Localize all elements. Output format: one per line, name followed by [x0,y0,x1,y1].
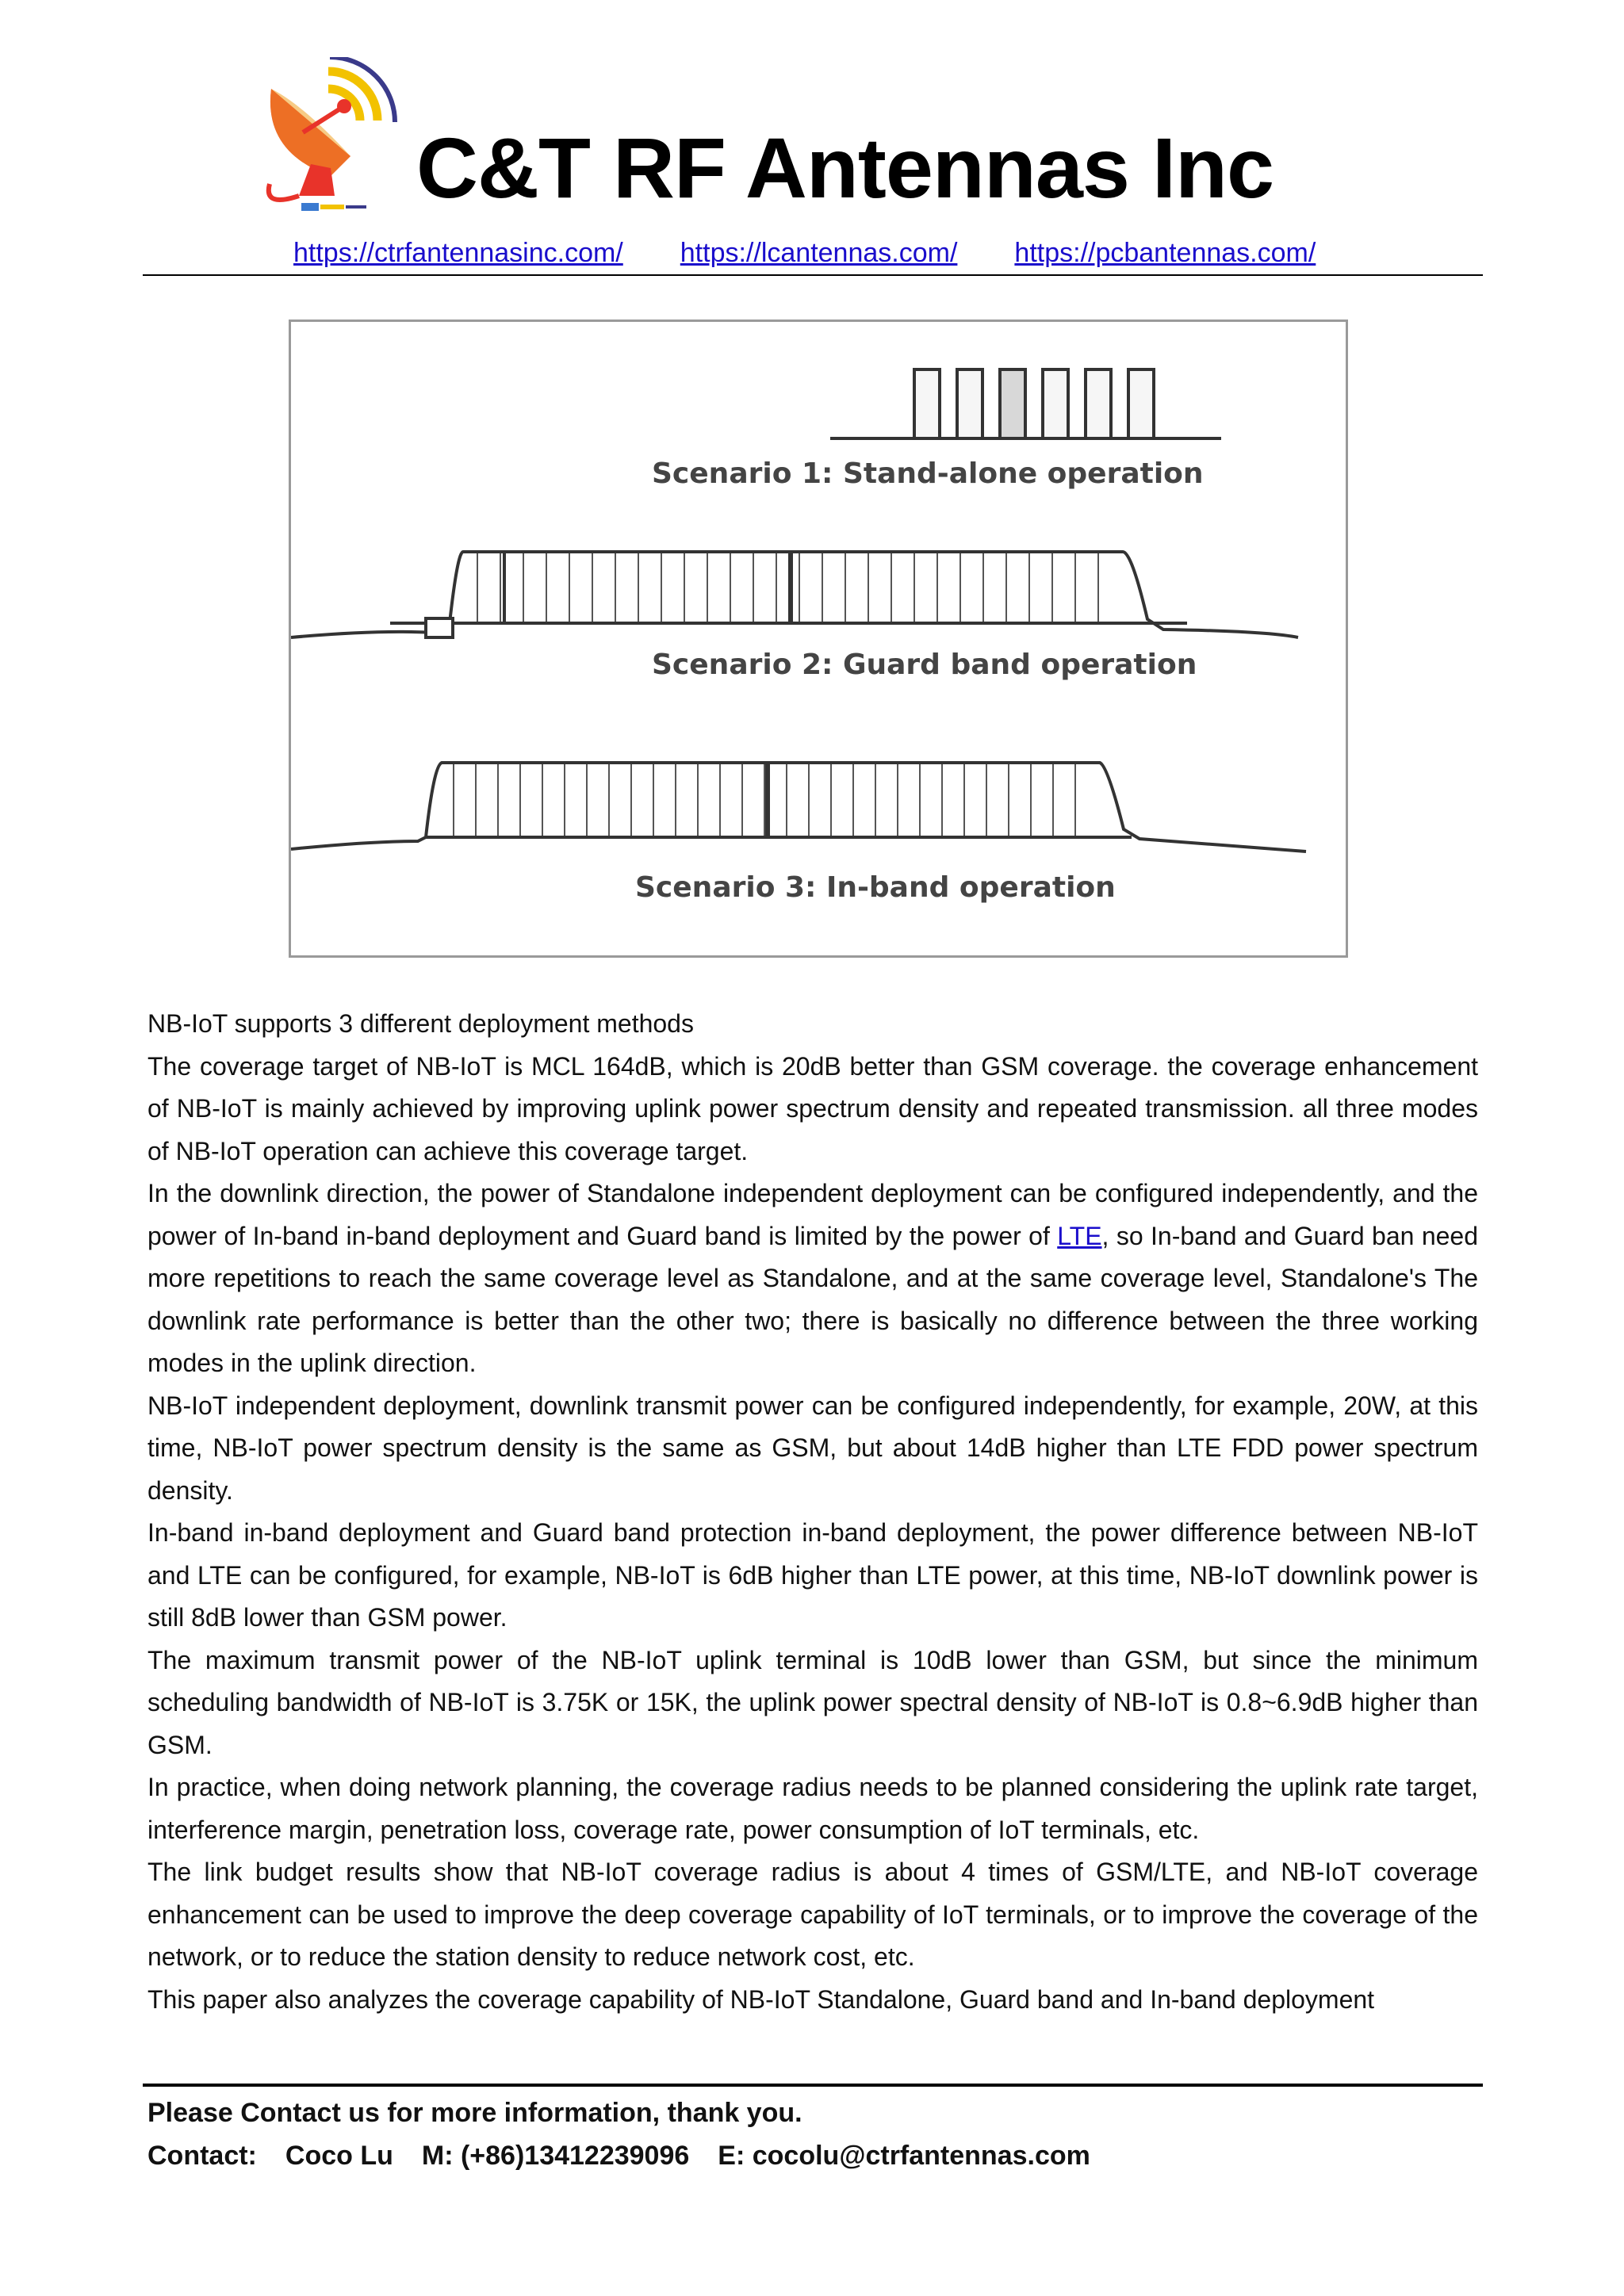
link-ctrfantennasinc[interactable]: https://ctrfantennasinc.com/ [293,238,623,268]
paragraph: In-band in-band deployment and Guard band protection in-band deployment, the power difference between NB-IoT and LTE can be configured, for example, NB-IoT is 6dB higher than LTE power, at this time, NB-IoT downlink power is still 8dB lower than GSM power. [147,1518,1478,1632]
link-lcantennas[interactable]: https://lcantennas.com/ [680,238,958,268]
paragraph: This paper also analyzes the coverage capability of NB-IoT Standalone, Guard band and In-band deployment [147,1984,1375,2014]
scenario2-label: Scenario 2: Guard band operation [652,649,1197,681]
contact-label: Contact: [147,2141,257,2171]
paragraph: The link budget results show that NB-IoT coverage radius is about 4 times of GSM/LTE, and NB-IoT coverage enhancement can be used to improve the deep coverage capability of IoT terminals, or to improve the coverage of the network, or to reduce the station density to reduce network cost, etc. [147,1858,1478,1971]
paragraph: NB-IoT independent deployment, downlink transmit power can be configured independently, for example, 20W, at this time, NB-IoT power spectrum density is the same as GSM, but about 14dB higher than LTE FDD power spectrum density. [147,1391,1478,1505]
paragraph: NB-IoT supports 3 different deployment methods [147,1009,694,1038]
scenario3-spectrum [291,763,1306,851]
scenario1-spectrum [830,369,1221,438]
deployment-scenarios-figure [289,320,1348,958]
company-name: C&T RF Antennas Inc [416,120,1274,216]
footer-message: Please Contact us for more information, thank you. [147,2098,802,2128]
paragraph: In the downlink direction, the power of Standalone independent deployment can be configured independently, and the power of In-band in-band deployment and Guard band is limited by the power of LTE, so In-band and Guard ban need more repetitions to reach the same coverage level as Standalone, and at the same coverage level, Standalone's The downlink rate performance is better than the other two; there is basically no difference between the three working modes in the uplink direction. [147,1179,1479,1377]
link-pcbantennas[interactable]: https://pcbantennas.com/ [1014,238,1316,268]
paragraph: In practice, when doing network planning, the coverage radius needs to be planned considering the uplink rate target, interference margin, penetration loss, coverage rate, power consumption of IoT terminals, etc. [147,1773,1478,1844]
article-body [147,1003,1478,2021]
contact-name: Coco Lu [285,2141,393,2171]
scenario3-label: Scenario 3: In-band operation [635,871,1116,904]
footer-contact [147,2091,1090,2177]
satellite-dish-logo-icon [255,57,406,216]
footer-divider [143,2084,1483,2087]
paragraph: The maximum transmit power of the NB-IoT uplink terminal is 10dB lower than GSM, but since the minimum scheduling bandwidth of NB-IoT is 3.75K or 15K, the uplink power spectral density of NB-IoT is 0.8~6.9dB higher than GSM. [147,1645,1478,1759]
header-links [293,238,1373,269]
header-divider [143,274,1483,276]
deployment-scenarios-diagram [291,322,1346,955]
scenario2-spectrum [291,552,1298,637]
scenario1-label: Scenario 1: Stand-alone operation [652,457,1204,490]
contact-phone: M: (+86)13412239096 [421,2141,690,2171]
scenario3-subcarriers [454,764,1075,836]
contact-line [147,2134,1090,2177]
lte-link[interactable]: LTE [1057,1221,1102,1250]
scenario2-subcarriers [477,553,1098,622]
contact-email: E: cocolu@ctrfantennas.com [718,2141,1090,2171]
paragraph: The coverage target of NB-IoT is MCL 164dB, which is 20dB better than GSM coverage. the coverage enhancement of NB-IoT is mainly achieved by improving uplink power spectrum density and repeated transmission. all three modes of NB-IoT operation can achieve this coverage target. [147,1051,1478,1165]
